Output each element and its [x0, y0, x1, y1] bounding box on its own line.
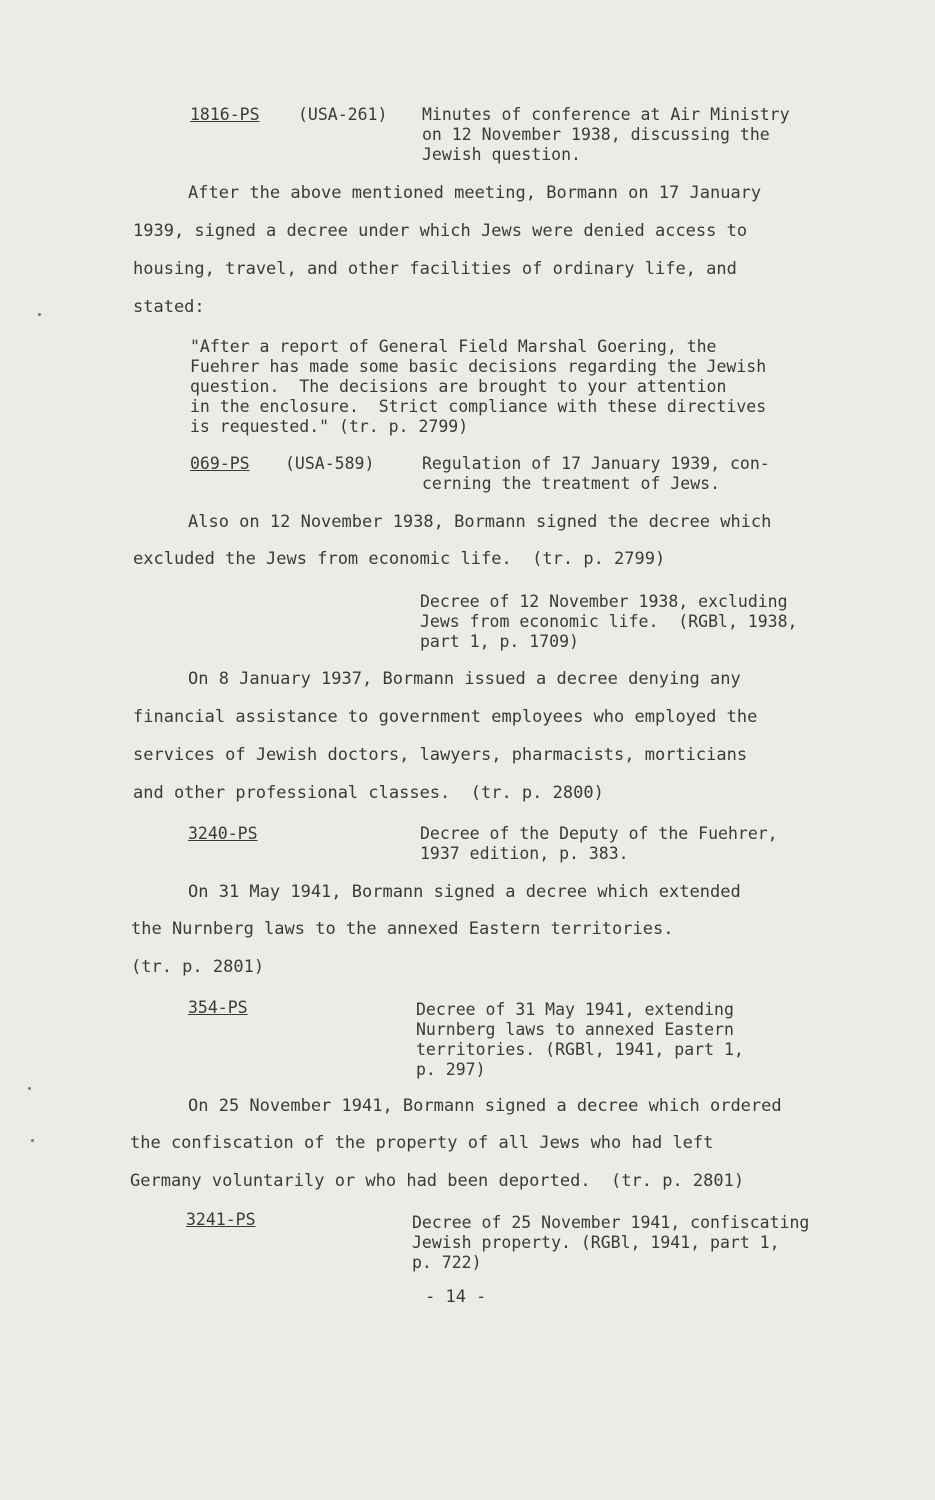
para4-line: (tr. p. 2801)	[131, 957, 265, 977]
ref-desc-line: cerning the treatment of Jews.	[422, 474, 721, 493]
ref-id: 3241-PS	[186, 1210, 256, 1229]
ref-desc-line: p. 297)	[416, 1060, 486, 1079]
ref-069-ps	[190, 454, 250, 473]
ref-354-description	[416, 1000, 744, 1080]
para5-line: Germany voluntarily or who had been deported. (tr. p. 2801)	[130, 1171, 745, 1191]
para1-line: stated:	[133, 297, 205, 317]
ref-3240-ps	[188, 824, 258, 843]
quote-line: question. The decisions are brought to your attention	[190, 377, 727, 396]
ref-desc-line: Minutes of conference at Air Ministry	[422, 105, 790, 124]
ref-3241-description	[412, 1213, 809, 1273]
ref-desc-line: p. 722)	[412, 1253, 482, 1272]
quote-line: Fuehrer has made some basic decisions regarding the Jewish	[190, 357, 767, 376]
ref-usa-589	[285, 454, 374, 473]
quote-line: "After a report of General Field Marshal Goering, the	[190, 337, 717, 356]
ref-desc-line: Decree of 25 November 1941, confiscating	[412, 1213, 810, 1232]
paper-speck	[28, 1087, 31, 1090]
ref-decree-1938-description	[420, 592, 798, 652]
ref-desc-line: Decree of 12 November 1938, excluding	[420, 592, 788, 611]
ref-desc-line: 1937 edition, p. 383.	[420, 844, 629, 863]
ref-id: 354-PS	[188, 998, 248, 1017]
para3-line: financial assistance to government employees who employed the	[133, 707, 758, 727]
para3-line: and other professional classes. (tr. p. 2800)	[133, 783, 604, 803]
ref-desc-line: on 12 November 1938, discussing the	[422, 125, 770, 144]
ref-1816-description	[422, 105, 790, 165]
ref-usa-261	[298, 105, 387, 124]
ref-1816-ps	[190, 105, 260, 124]
para5-line: On 25 November 1941, Bormann signed a decree which ordered	[188, 1096, 782, 1116]
ref-usa: (USA-261)	[298, 105, 388, 124]
page-number: - 14 -	[425, 1287, 487, 1307]
para3-line: On 8 January 1937, Bormann issued a decree denying any	[188, 669, 741, 689]
ref-desc-line: Regulation of 17 January 1939, con-	[422, 454, 770, 473]
ref-id: 3240-PS	[188, 824, 258, 843]
ref-desc-line: Decree of the Deputy of the Fuehrer,	[420, 824, 778, 843]
para2-line: excluded the Jews from economic life. (tr. p. 2799)	[133, 549, 666, 569]
ref-354-ps	[188, 998, 248, 1017]
para5-line: the confiscation of the property of all Jews who had left	[130, 1133, 714, 1153]
ref-desc-line: Jewish question.	[422, 145, 581, 164]
ref-id: 069-PS	[190, 454, 250, 473]
ref-desc-line: Jewish property. (RGBl, 1941, part 1,	[412, 1233, 780, 1252]
quote-line: is requested." (tr. p. 2799)	[190, 417, 469, 436]
para1-line: After the above mentioned meeting, Bormann on 17 January	[188, 183, 762, 203]
quote-line: in the enclosure. Strict compliance with these directives	[190, 397, 767, 416]
ref-desc-line: Decree of 31 May 1941, extending	[416, 1000, 734, 1019]
para1-line: 1939, signed a decree under which Jews were denied access to	[133, 221, 748, 241]
para4-line: the Nurnberg laws to the annexed Eastern territories.	[131, 919, 674, 939]
ref-usa: (USA-589)	[285, 454, 375, 473]
ref-desc-line: Nurnberg laws to annexed Eastern	[416, 1020, 734, 1039]
para2-line: Also on 12 November 1938, Bormann signed the decree which	[188, 512, 772, 532]
ref-desc-line: territories. (RGBl, 1941, part 1,	[416, 1040, 744, 1059]
para1-line: housing, travel, and other facilities of ordinary life, and	[133, 259, 737, 279]
paper-speck	[38, 313, 41, 316]
ref-3241-ps	[186, 1210, 256, 1229]
ref-desc-line: part 1, p. 1709)	[420, 632, 579, 651]
ref-desc-line: Jews from economic life. (RGBl, 1938,	[420, 612, 798, 631]
ref-069-description	[422, 454, 770, 494]
quote-block	[190, 337, 766, 437]
ref-id: 1816-PS	[190, 105, 260, 124]
paper-speck	[31, 1139, 34, 1142]
para3-line: services of Jewish doctors, lawyers, pharmacists, morticians	[133, 745, 748, 765]
para4-line: On 31 May 1941, Bormann signed a decree which extended	[188, 882, 741, 902]
ref-3240-description	[420, 824, 778, 864]
